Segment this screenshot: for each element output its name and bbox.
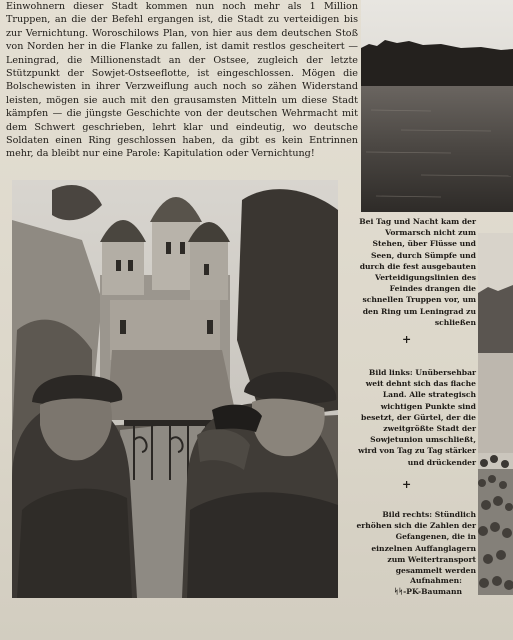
article-text: [6, 0, 358, 161]
prisoners-photo: [478, 233, 513, 595]
caption-right-image: Bild rechts: Stündlich erhöhen sich die Zahlen der Gefangenen, die in einzelnen Auffanglagern zum Weitertransport gesammelt werden: [356, 510, 476, 576]
caption-separator: +: [402, 478, 412, 491]
caption-left-image: Bild links: Unübersehbar weit dehnt sich das flache Land. Alle strategisch wichtigen Punkte sind besetzt, der Gürtel, der die zweitgrößte Stadt der Sowjetunion umschließt, wird von Tag zu Tag stärker und drückender: [358, 368, 476, 467]
photo-credit: [356, 576, 462, 597]
caption-advance: Bei Tag und Nacht kam der Vormarsch nicht zum Stehen, über Flüsse und Seen, durch Sümpfe und durch die fest ausgebauten Verteidigungslinien des Feindes drangen die schnellen Truppen vor, um den Ring um Leningrad zu schließen: [359, 217, 476, 327]
credit-photographer: ᛋᛋ-PK-Baumann: [393, 586, 462, 596]
soldiers-church-photo: [12, 180, 338, 598]
credit-label: Aufnahmen:: [410, 576, 462, 585]
lake-photo: [361, 0, 513, 212]
caption-separator: +: [402, 333, 412, 346]
article-paragraph: Einwohnern dieser Stadt kommen nun noch mehr als 1 Million Truppen, an die der Befehl ergangen ist, die Stadt zu verteidigen bis zur Vernichtung. Woroschilows Plan, von hier aus dem deutschen Stoß von Norden her in die Flanke zu fallen, ist damit restlos gescheitert — Leningrad, die Millionenstadt an der Ostsee, zugleich der letzte Stützpunkt der Sowjet-Ostseeflotte, ist eingeschlossen. Mögen die Bolschewisten in ihrer Verzweiflung auch noch so zähen Widerstand leisten, mögen sie auch mit den grausamsten Mitteln um diese Stadt kämpfen — die jüngste Geschichte von der deutschen Wehrmacht mit dem Schwert geschrieben, lehrt klar und eindeutig, wo deutsche Soldaten einen Ring geschlossen haben, da gibt es kein Entrinnen mehr, da bleibt nur eine Parole: Kapitulation oder Vernichtung!: [6, 1, 358, 160]
